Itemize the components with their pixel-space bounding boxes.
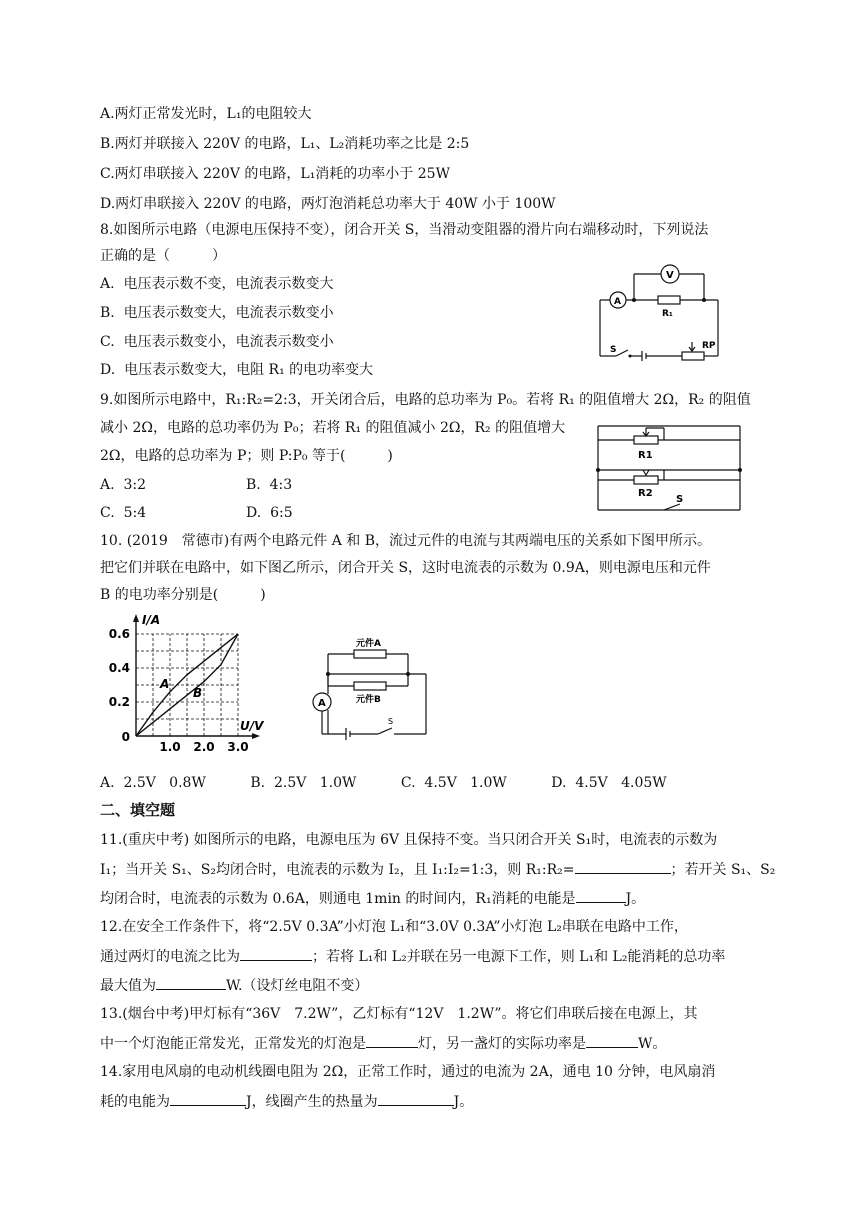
series-label-B: B xyxy=(193,686,203,701)
answer-blank[interactable] xyxy=(156,975,226,990)
y-tick-label: 0.4 xyxy=(108,661,130,675)
q14-line1: 14.家用电风扇的电动机线圈电阻为 2Ω，正常工作时，通过的电流为 2A，通电 10 分钟，电风扇消 xyxy=(100,1064,716,1080)
q12-line1: 12.在安全工作条件下，将“2.5V 0.3A”小灯泡 L₁和“3.0V 0.3A”小灯泡 L₂串联在电路中工作， xyxy=(100,919,688,935)
q10-stem-line2: 把它们并联在电路中，如下图乙所示，闭合开关 S，这时电流表的示数为 0.9A，则电源电压和元件 xyxy=(100,560,711,576)
section-title: 二、填空题 xyxy=(100,801,176,819)
y-tick-label: 0.2 xyxy=(108,695,130,709)
rp-label: RP xyxy=(702,341,716,351)
q10-stem-line3: B 的电功率分别是( ) xyxy=(100,587,266,603)
q13-line1: 13.(烟台中考)甲灯标有“36V 7.2W”，乙灯标有“12V 1.2W”。将它们串联后接在电源上，其 xyxy=(100,1006,698,1022)
x-axis-label: U/V xyxy=(240,719,264,733)
y-tick-label: 0.6 xyxy=(108,627,130,641)
q13-line2: 中一个灯泡能正常发光，正常发光的灯泡是 灯，另一盏灯的实际功率是 W。 xyxy=(100,1033,666,1054)
answer-blank[interactable] xyxy=(378,1091,454,1106)
q8-stem-line1: 8.如图所示电路（电源电压保持不变），闭合开关 S，当滑动变阻器的滑片向右端移动时，下列说法 xyxy=(100,222,709,238)
q10-circuit-diagram xyxy=(304,634,434,744)
element-b-label: 元件B xyxy=(356,695,381,705)
ammeter-label: A xyxy=(614,297,621,307)
q8-stem-line2: 正确的是（ ） xyxy=(100,248,226,264)
q12-line3: 最大值为 W.（设灯丝电阻不变） xyxy=(100,975,368,996)
q14-line2: 耗的电能为 J，线圈产生的热量为 J。 xyxy=(100,1091,473,1112)
switch-label: S xyxy=(610,345,617,355)
q9-option-d: D. 6:5 xyxy=(246,505,293,521)
q9-stem-line2: 减小 2Ω，电路的总功率仍为 P₀；若将 R₁ 的阻值减小 2Ω，R₂ 的阻值增大 xyxy=(100,420,566,436)
r1-label: R₁ xyxy=(662,309,673,319)
series-label-A: A xyxy=(160,676,170,691)
q7-option-d: D.两灯串联接入 220V 的电路，两灯泡消耗总功率大于 40W 小于 100W xyxy=(100,196,556,212)
q9-stem-line1: 9.如图所示电路中，R₁:R₂=2:3，开关闭合后，电路的总功率为 P₀。若将 R₁ 的阻值增大 2Ω，R₂ 的阻值 xyxy=(100,392,751,408)
r2-label: R2 xyxy=(638,488,653,499)
q10-options: A. 2.5V 0.8W B. 2.5V 1.0W C. 4.5V 1.0W D. 4.5V 4.05W xyxy=(100,775,667,791)
q10-iv-chart xyxy=(104,612,274,762)
answer-blank[interactable] xyxy=(586,1033,638,1048)
x-axis-arrow xyxy=(252,733,260,739)
answer-blank[interactable] xyxy=(576,888,626,903)
x-tick-label: 3.0 xyxy=(227,740,249,754)
q7-option-b: B.两灯并联接入 220V 的电路，L₁、L₂消耗功率之比是 2:5 xyxy=(100,136,470,152)
q8-option-d: D. 电压表示数变大，电阻 R₁ 的电功率变大 xyxy=(100,362,374,378)
y-axis-arrow xyxy=(133,614,139,622)
x-tick-label: 2.0 xyxy=(193,740,215,754)
q9-stem-line3: 2Ω，电路的总功率为 P；则 P:P₀ 等于( ) xyxy=(100,448,393,464)
answer-blank[interactable] xyxy=(366,1033,418,1048)
q8-option-b: B. 电压表示数变大，电流表示数变小 xyxy=(100,305,334,321)
x-tick-label: 1.0 xyxy=(159,740,181,754)
q7-option-a: A.两灯正常发光时，L₁的电阻较大 xyxy=(100,106,312,122)
answer-blank[interactable] xyxy=(575,859,671,874)
r1-label: R1 xyxy=(638,450,653,461)
switch-label: S xyxy=(676,494,684,505)
q8-option-a: A. 电压表示数不变，电流表示数变大 xyxy=(100,276,334,292)
q9-option-a: A. 3:2 xyxy=(100,477,146,493)
y-axis-label: I/A xyxy=(142,613,161,627)
q8-option-c: C. 电压表示数变小，电流表示数变小 xyxy=(100,334,334,350)
answer-blank[interactable] xyxy=(170,1091,246,1106)
q11-line1: 11.(重庆中考) 如图所示的电路，电源电压为 6V 且保持不变。当只闭合开关 S₁时，电流表的示数为 xyxy=(100,832,718,848)
origin-label: 0 xyxy=(121,730,130,744)
switch-label: S xyxy=(388,717,394,726)
q9-circuit-diagram xyxy=(594,418,744,518)
element-a-label: 元件A xyxy=(356,639,381,649)
q11-line3: 均闭合时，电流表的示数为 0.6A，则通电 1min 的时间内，R₁消耗的电能是 J。 xyxy=(100,888,645,909)
q10-stem-line1: 10. (2019 常德市)有两个电路元件 A 和 B，流过元件的电流与其两端电压的关系如下图甲所示。 xyxy=(100,533,712,549)
q9-option-b: B. 4:3 xyxy=(246,477,293,493)
q9-option-c: C. 5:4 xyxy=(100,505,147,521)
ammeter-label: A xyxy=(318,698,326,709)
voltmeter-label: V xyxy=(666,270,674,281)
q11-line2: I₁；当开关 S₁、S₂均闭合时，电流表的示数为 I₂，且 I₁:I₂=1:3，则 R₁:R₂= ；若开关 S₁、S₂ xyxy=(100,859,775,880)
q8-circuit-diagram xyxy=(596,258,728,368)
q7-option-c: C.两灯串联接入 220V 的电路，L₁消耗的功率小于 25W xyxy=(100,166,450,182)
q12-line2: 通过两灯的电流之比为 ；若将 L₁和 L₂并联在另一电源下工作，则 L₁和 L₂能消耗的总功率 xyxy=(100,946,725,967)
answer-blank[interactable] xyxy=(240,946,312,961)
